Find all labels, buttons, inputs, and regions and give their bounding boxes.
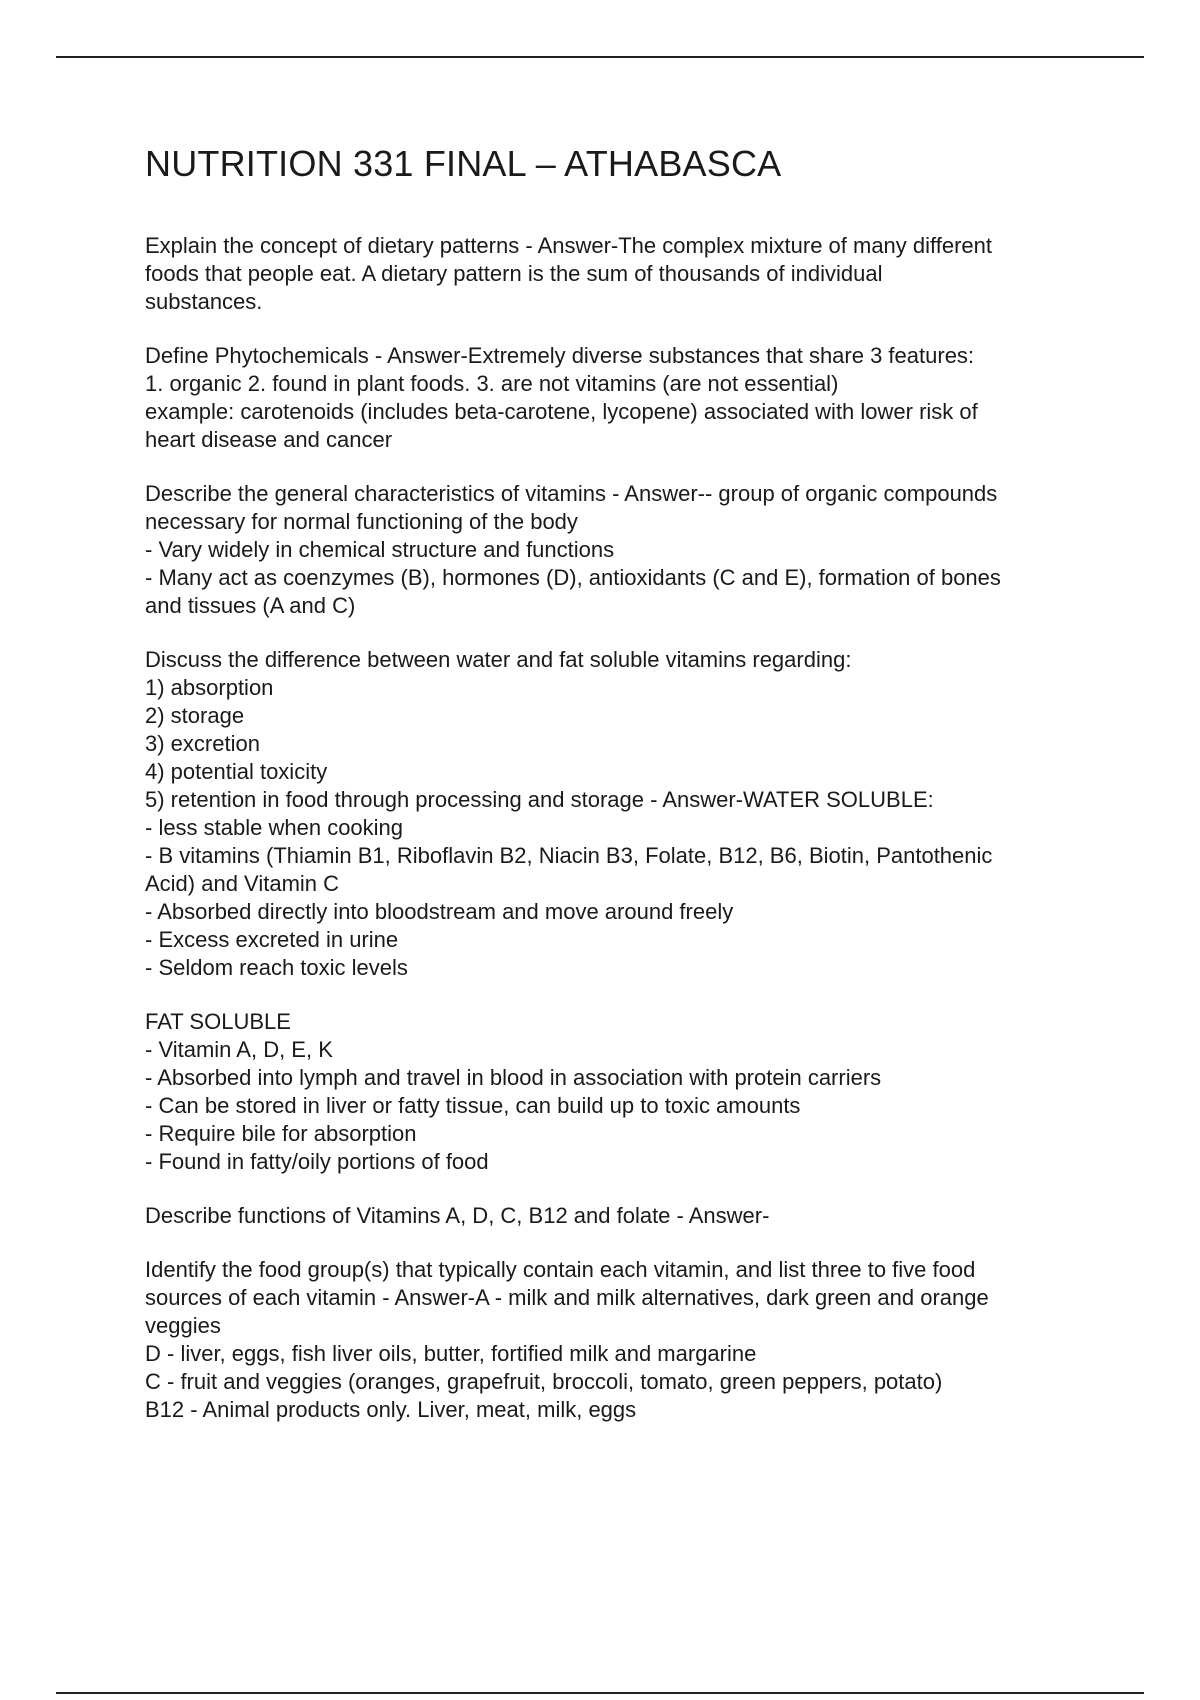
text-line: Acid) and Vitamin C	[145, 871, 340, 896]
text-line: - Require bile for absorption	[145, 1121, 417, 1146]
text-line: C - fruit and veggies (oranges, grapefruit, broccoli, tomato, green peppers, potato)	[145, 1369, 943, 1394]
text-line: example: carotenoids (includes beta-carotene, lycopene) associated with lower risk of	[145, 399, 978, 424]
bottom-divider	[56, 1692, 1144, 1694]
qa-block	[145, 232, 1095, 316]
qa-block	[145, 646, 1095, 982]
text-line: - Excess excreted in urine	[145, 927, 399, 952]
text-line: Describe the general characteristics of vitamins - Answer-- group of organic compounds	[145, 481, 998, 506]
text-line: - Many act as coenzymes (B), hormones (D), antioxidants (C and E), formation of bones	[145, 565, 1001, 590]
text-line: 1. organic 2. found in plant foods. 3. are not vitamins (are not essential)	[145, 371, 839, 396]
text-line: - Seldom reach toxic levels	[145, 955, 408, 980]
text-line: heart disease and cancer	[145, 427, 393, 452]
text-line: foods that people eat. A dietary pattern is the sum of thousands of individual	[145, 261, 883, 286]
text-line: veggies	[145, 1313, 221, 1338]
qa-block	[145, 480, 1095, 620]
text-line: 3) excretion	[145, 731, 260, 756]
text-line: and tissues (A and C)	[145, 593, 356, 618]
text-line: - less stable when cooking	[145, 815, 404, 840]
qa-block	[145, 342, 1095, 454]
text-line: Describe functions of Vitamins A, D, C, B12 and folate - Answer-	[145, 1203, 770, 1228]
text-line: 5) retention in food through processing and storage - Answer-WATER SOLUBLE:	[145, 787, 934, 812]
qa-block	[145, 1256, 1095, 1424]
text-line: D - liver, eggs, fish liver oils, butter, fortified milk and margarine	[145, 1341, 757, 1366]
qa-block	[145, 1008, 1095, 1176]
text-line: - Absorbed directly into bloodstream and move around freely	[145, 899, 734, 924]
text-line: Discuss the difference between water and fat soluble vitamins regarding:	[145, 647, 852, 672]
text-line: Define Phytochemicals - Answer-Extremely diverse substances that share 3 features:	[145, 343, 975, 368]
text-line: Explain the concept of dietary patterns - Answer-The complex mixture of many different	[145, 233, 992, 258]
text-line: - Can be stored in liver or fatty tissue, can build up to toxic amounts	[145, 1093, 801, 1118]
top-divider	[56, 56, 1144, 58]
text-line: - Found in fatty/oily portions of food	[145, 1149, 489, 1174]
text-line: B12 - Animal products only. Liver, meat, milk, eggs	[145, 1397, 637, 1422]
qa-block	[145, 1202, 1095, 1230]
text-line: substances.	[145, 289, 263, 314]
text-line: - Absorbed into lymph and travel in blood in association with protein carriers	[145, 1065, 882, 1090]
qa-sections	[145, 232, 1095, 1424]
page-title: NUTRITION 331 FINAL – ATHABASCA	[145, 143, 782, 184]
text-line: - Vary widely in chemical structure and functions	[145, 537, 615, 562]
text-line: - Vitamin A, D, E, K	[145, 1037, 333, 1062]
document-body	[145, 140, 1095, 1450]
text-line: 1) absorption	[145, 675, 274, 700]
text-line: Identify the food group(s) that typically contain each vitamin, and list three to five food	[145, 1257, 976, 1282]
text-line: sources of each vitamin - Answer-A - milk and milk alternatives, dark green and orange	[145, 1285, 989, 1310]
text-line: - B vitamins (Thiamin B1, Riboflavin B2, Niacin B3, Folate, B12, B6, Biotin, Pantothenic	[145, 843, 993, 868]
text-line: 4) potential toxicity	[145, 759, 328, 784]
text-line: necessary for normal functioning of the body	[145, 509, 578, 534]
text-line: 2) storage	[145, 703, 245, 728]
text-line: FAT SOLUBLE	[145, 1009, 291, 1034]
